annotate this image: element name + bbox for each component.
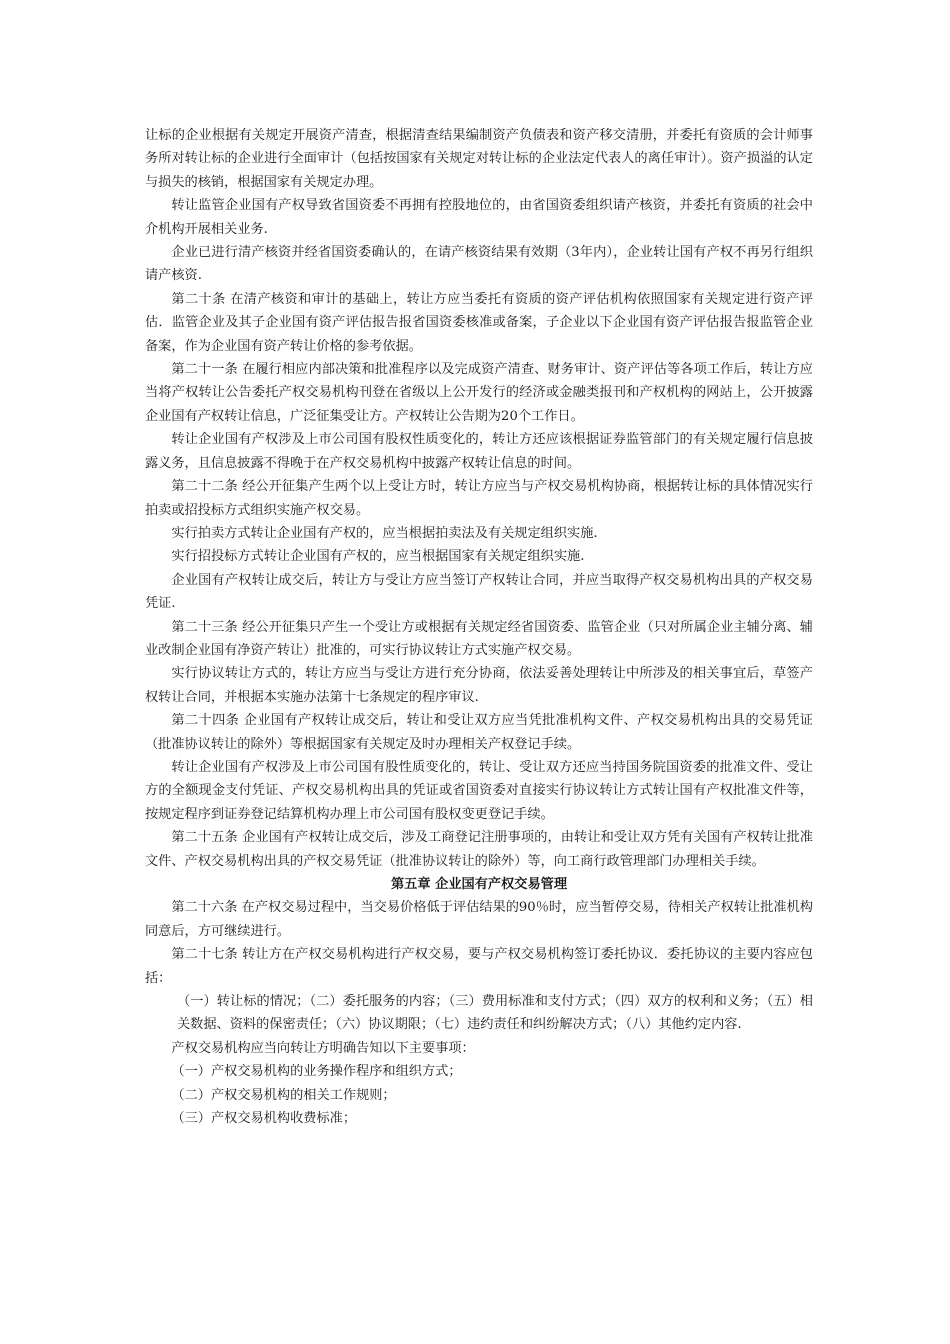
list-item-3: （三）产权交易机构收费标准； <box>171 1111 357 1127</box>
paragraph-9: 实行招投标方式转让企业国有产权的，应当根据国家有关规定组织实施. <box>171 549 585 565</box>
article-24: 第二十四条 企业国有产权转让成交后，转让和受让双方应当凭批准机构文件、产权交易机构出具的交易凭证（批准协议转让的除外）等根据国家有关规定及时办理相关产权登记手续。 <box>145 713 813 752</box>
article-21: 第二十一条 在履行相应内部决策和批准程序以及完成资产清查、财务审计、资产评估等各项工作后，转让方应当将产权转让公告委托产权交易机构刊登在省级以上公开发行的经济或金融类报刊和产权机构的网站上，公开披露企业国有产权转让信息，广泛征集受让方。产权转让公告期为20个工作日。 <box>145 362 813 424</box>
article-25: 第二十五条 企业国有产权转让成交后，涉及工商登记注册事项的，由转让和受让双方凭有关国有产权转让批准文件、产权交易机构出具的产权交易凭证（批准协议转让的除外）等，向工商行政管理部门办理相关手续。 <box>145 830 813 869</box>
article-27: 第二十七条 转让方在产权交易机构进行产权交易，要与产权交易机构签订委托协议．委托协议的主要内容应包括： <box>145 947 813 986</box>
paragraph-6: 转让企业国有产权涉及上市公司国有股权性质变化的，转让方还应该根据证券监管部门的有关规定履行信息披露义务，且信息披露不得晚于在产权交易机构中披露产权转让信息的时间。 <box>145 432 813 471</box>
list-item-2: （二）产权交易机构的相关工作规则； <box>171 1087 396 1103</box>
document-body <box>145 124 813 1130</box>
article-26: 第二十六条 在产权交易过程中，当交易价格低于评估结果的90％时，应当暂停交易，待相关产权转让批准机构同意后，方可继续进行。 <box>145 900 813 939</box>
paragraph-2: 转让监管企业国有产权导致省国资委不再拥有控股地位的，由省国资委组织请产核资，并委托有资质的社会中介机构开展相关业务. <box>145 198 813 237</box>
paragraph-8: 实行拍卖方式转让企业国有产权的，应当根据拍卖法及有关规定组织实施. <box>171 525 598 541</box>
article-20: 第二十条 在清产核资和审计的基础上，转让方应当委托有资质的资产评估机构依照国家有关规定进行资产评估．监管企业及其子企业国有资产评估报告报省国资委核准或备案，子企业以下企业国有资产评估报告报监管企业备案，作为企业国有资产转让价格的参考依据。 <box>145 291 813 354</box>
paragraph-20: 产权交易机构应当向转让方明确告知以下主要事项： <box>171 1040 475 1056</box>
article-23: 第二十三条 经公开征集只产生一个受让方或根据有关规定经省国资委、监管企业（只对所属企业主辅分离、辅业改制企业国有净资产转让）批准的，可实行协议转让方式实施产权交易。 <box>145 619 813 658</box>
agreement-contents-list: （一）转让标的情况；（二）委托服务的内容；（三）费用标准和支付方式；（四）双方的权利和义务；（五）相关数据、资料的保密责任；（六）协议期限；（七）违约责任和纠纷解决方式；（八）其他约定内容. <box>177 994 813 1033</box>
paragraph-1: 让标的企业根据有关规定开展资产清查，根据清查结果编制资产负债表和资产移交清册，并委托有资质的会计师事务所对转让标的企业进行全面审计（包括按国家有关规定对转让标的企业法定代表人的离任审计）。资产损溢的认定与损失的核销，根据国家有关规定办理。 <box>145 128 813 190</box>
article-22: 第二十二条 经公开征集产生两个以上受让方时，转让方应当与产权交易机构协商，根据转让标的具体情况实行拍卖或招投标方式组织实施产权交易。 <box>145 479 813 518</box>
paragraph-10: 企业国有产权转让成交后，转让方与受让方应当签订产权转让合同，并应当取得产权交易机构出具的产权交易凭证. <box>145 572 813 612</box>
paragraph-12: 实行协议转让方式的，转让方应当与受让方进行充分协商，依法妥善处理转让中所涉及的相关事宜后，草签产权转让合同，并根据本实施办法第十七条规定的程序审议. <box>145 666 813 705</box>
list-item-1: （一）产权交易机构的业务操作程序和组织方式； <box>171 1064 462 1080</box>
paragraph-3: 企业已进行清产核资并经省国资委确认的，在请产核资结果有效期（3年内），企业转让国有产权不再另行组织请产核资. <box>145 245 813 284</box>
paragraph-14: 转让企业国有产权涉及上市公司国有股性质变化的，转让、受让双方还应当持国务院国资委的批准文件、受让方的全额现金支付凭证、产权交易机构出具的凭证或省国资委对直接实行协议转让方式转让国有产权批准文件等，按规定程序到证券登记结算机构办理上市公司国有股权变更登记手续。 <box>145 759 813 822</box>
chapter-heading: 第五章 企业国有产权交易管理 <box>390 877 568 892</box>
